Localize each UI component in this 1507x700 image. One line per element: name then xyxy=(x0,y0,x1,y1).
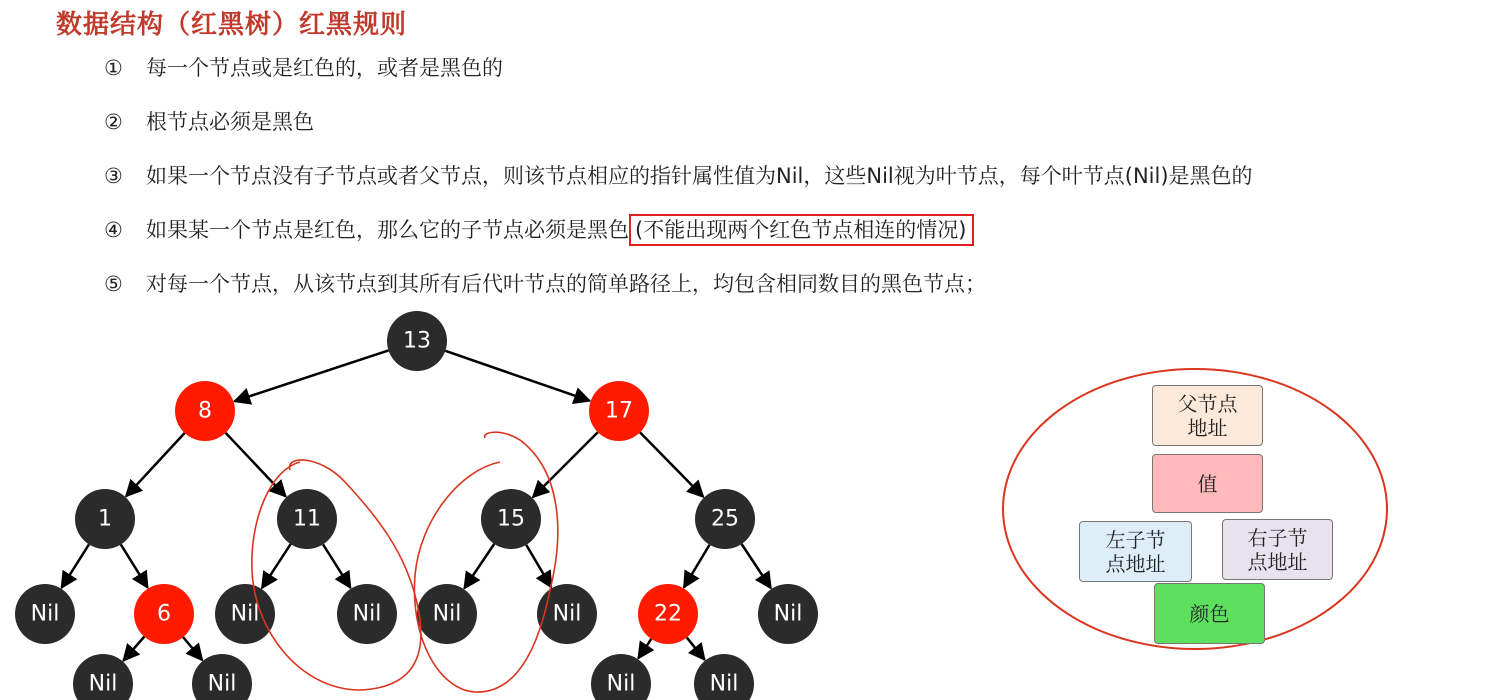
tree-nodes xyxy=(15,311,818,700)
tree-edge xyxy=(638,639,651,658)
tree-edge xyxy=(323,544,350,587)
color-box xyxy=(1154,583,1265,644)
tree-node-n6 xyxy=(134,584,194,644)
tree-edge xyxy=(126,433,185,496)
tree-edge xyxy=(445,351,589,401)
node-label: Nil xyxy=(606,671,636,697)
rule-4 xyxy=(104,214,974,244)
color-label: 颜色 xyxy=(1189,601,1230,626)
tree-node-nil1 xyxy=(15,584,75,644)
node-label: 22 xyxy=(654,601,682,627)
tree-node-n17 xyxy=(589,381,649,441)
value-box xyxy=(1152,454,1263,513)
rule-text: 如果一个节点没有子节点或者父节点，则该节点相应的指针属性值为Nil，这些Nil视为叶节点，每个叶节点(Nil)是黑色的 xyxy=(146,164,1253,188)
page-title: 数据结构（红黑树）红黑规则 xyxy=(56,10,408,40)
tree-edge xyxy=(121,544,148,587)
rule-number: ⑤ xyxy=(104,272,123,296)
rule-2 xyxy=(104,106,314,136)
tree-node-n22 xyxy=(638,584,698,644)
node-label: Nil xyxy=(432,601,462,627)
tree-node-nil3 xyxy=(337,584,397,644)
tree-node-nil5 xyxy=(537,584,597,644)
node-label: Nil xyxy=(207,671,237,697)
tree-node-n8 xyxy=(175,381,235,441)
tree-edge xyxy=(526,545,551,587)
red-black-tree-diagram xyxy=(0,300,1000,700)
node-label: 6 xyxy=(157,601,171,627)
tree-edge xyxy=(640,432,703,496)
node-label: Nil xyxy=(30,601,60,627)
rule-3 xyxy=(104,160,1253,190)
tree-node-nil2 xyxy=(215,584,275,644)
node-label: 15 xyxy=(497,506,525,532)
value-label: 值 xyxy=(1197,471,1218,496)
rule-number: ④ xyxy=(104,218,123,242)
tree-edge xyxy=(262,544,291,588)
tree-edge xyxy=(234,350,388,401)
tree-node-nil8 xyxy=(192,654,252,700)
node-label: Nil xyxy=(709,671,739,697)
tree-node-n25 xyxy=(695,489,755,549)
hand-drawn-annotation xyxy=(252,432,558,692)
annotation-loop-left xyxy=(252,460,421,690)
tree-edge xyxy=(62,544,89,587)
rule-text: 如果某一个节点是红色，那么它的子节点必须是黑色 xyxy=(146,218,629,242)
tree-edge xyxy=(464,544,494,588)
right-child-address-label: 右子节 点地址 xyxy=(1247,525,1308,574)
rule-number: ① xyxy=(104,56,123,80)
node-label: 11 xyxy=(293,506,321,532)
node-label: Nil xyxy=(773,601,803,627)
node-label: 8 xyxy=(198,398,212,424)
rule-text: 根节点必须是黑色 xyxy=(146,110,314,134)
tree-edge xyxy=(183,637,202,660)
node-label: 17 xyxy=(605,398,633,424)
tree-edge xyxy=(684,545,710,588)
tree-edge xyxy=(742,544,771,588)
rule-5 xyxy=(104,268,986,298)
node-label: Nil xyxy=(88,671,118,697)
rule-1 xyxy=(104,52,503,82)
right-child-address-box xyxy=(1222,519,1333,580)
rule-text: 对每一个节点，从该节点到其所有后代叶节点的简单路径上，均包含相同数目的黑色节点； xyxy=(146,272,986,296)
rule-text: 每一个节点或是红色的，或者是黑色的 xyxy=(146,56,503,80)
tree-edge xyxy=(687,637,705,659)
node-label: Nil xyxy=(230,601,260,627)
tree-node-nil10 xyxy=(694,654,754,700)
highlighted-note: (不能出现两个红色节点相连的情况) xyxy=(629,214,974,246)
node-label: Nil xyxy=(552,601,582,627)
tree-node-n11 xyxy=(277,489,337,549)
tree-node-n13 xyxy=(387,311,447,371)
parent-address-label: 父节点 地址 xyxy=(1177,391,1238,440)
rule-number: ② xyxy=(104,110,123,134)
tree-edge xyxy=(226,433,286,497)
rule-number: ③ xyxy=(104,164,123,188)
tree-node-n15 xyxy=(481,489,541,549)
node-label: Nil xyxy=(352,601,382,627)
node-label: 1 xyxy=(98,506,112,532)
tree-edge xyxy=(123,637,144,661)
left-child-address-label: 左子节 点地址 xyxy=(1105,527,1166,576)
tree-node-n1 xyxy=(75,489,135,549)
node-label: 13 xyxy=(403,328,431,354)
left-child-address-box xyxy=(1079,521,1192,582)
tree-node-nil4 xyxy=(417,584,477,644)
node-label: 25 xyxy=(711,506,739,532)
tree-node-nil9 xyxy=(591,654,651,700)
parent-address-box xyxy=(1152,385,1263,446)
tree-node-nil6 xyxy=(758,584,818,644)
